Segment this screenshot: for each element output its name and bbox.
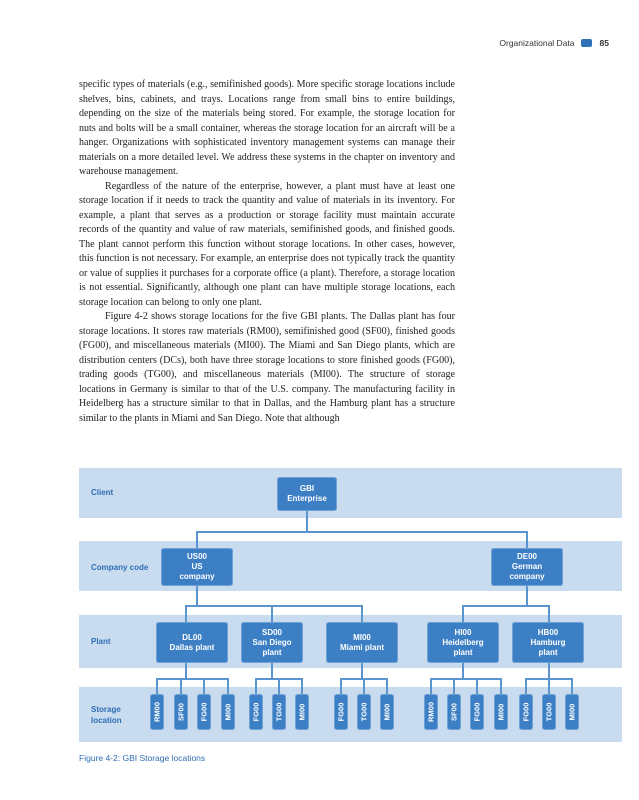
plant-code: SD00 — [261, 627, 282, 637]
storage-location-code: FG00 — [472, 702, 482, 722]
body-text — [79, 78, 455, 426]
section-title: Organizational Data — [499, 38, 575, 48]
storage-location-diagram — [79, 468, 622, 742]
storage-location-code: MI00 — [496, 703, 506, 721]
level-label-storage-location — [91, 704, 122, 726]
storage-location-box — [519, 694, 533, 730]
plant-box-hb00 — [512, 622, 584, 663]
storage-location-box — [221, 694, 235, 730]
plant-name: Miami plant — [339, 642, 384, 652]
plant-name: Hamburg — [530, 637, 566, 647]
plant-code: HB00 — [537, 627, 559, 637]
storage-location-code: MI00 — [297, 703, 307, 721]
storage-location-box — [565, 694, 579, 730]
storage-location-code: TG00 — [359, 702, 369, 722]
company-name: US — [191, 562, 203, 571]
level-label-storage-line2: location — [91, 716, 122, 725]
company-code: DE00 — [516, 552, 537, 561]
storage-location-box — [197, 694, 211, 730]
storage-location-box — [542, 694, 556, 730]
band-client — [79, 468, 622, 518]
storage-location-code: FG00 — [521, 702, 531, 722]
client-box — [277, 477, 337, 511]
paragraph: Figure 4-2 shows storage locations for the five GBI plants. The Dallas plant has four storage locations. It stores raw materials (RM00), semifinished good (SF00), finished goods (FG00), and miscellaneous materials (MI00). The Miami and San Diego plants, which are distribution centers (DCs), both have three storage locations to store finished goods (FG00), trading goods (TG00), and miscellaneous materials (MI00). The structure of storage locations in Germany is similar to that of the U.S. company. The manufacturing facility in Heidelberg has a structure similar to that in Dallas, and the Hamburg plant has a structure similar to the plants in Miami and San Diego. Note that although — [79, 311, 455, 424]
plant-name: Dallas plant — [169, 642, 215, 652]
company-box-us00 — [161, 548, 233, 586]
level-label-client: Client — [91, 488, 114, 497]
page-header — [499, 36, 609, 50]
plant-code: DL00 — [182, 632, 202, 642]
section-marker-icon — [581, 39, 592, 47]
storage-location-code: SF00 — [449, 703, 459, 721]
company-name: German — [511, 562, 543, 571]
level-label-plant: Plant — [91, 637, 111, 646]
plant-box-mi00 — [326, 622, 398, 663]
plant-code: HI00 — [454, 627, 472, 637]
client-code: GBI — [299, 484, 315, 493]
level-label-storage-line1: Storage — [91, 705, 121, 714]
page-number: 85 — [599, 38, 609, 48]
company-code: US00 — [186, 552, 207, 561]
storage-location-box — [334, 694, 348, 730]
plant-box-hi00 — [427, 622, 499, 663]
storage-location-box — [272, 694, 286, 730]
plant-name: San Diego — [252, 637, 292, 647]
company-box-de00 — [491, 548, 563, 586]
paragraph: specific types of materials (e.g., semifinished goods). More specific storage locations include shelves, bins, cabinets, and trays. Locations range from small bins to entire buildings, depending on the size of the materials being stored. For example, the storage location for nuts and bolts will be a small container, whereas the storage location for an aircraft will be a hanger. Organizations with sophisticated inventory management systems can manage their materials on a more detailed level. We address these systems in the chapter on inventory and warehouse management. — [79, 79, 455, 177]
storage-location-box — [249, 694, 263, 730]
plant-box-dl00 — [156, 622, 228, 663]
storage-location-code: SF00 — [176, 703, 186, 721]
plant-name-suffix: plant — [538, 647, 558, 657]
storage-location-box — [424, 694, 438, 730]
storage-location-box — [357, 694, 371, 730]
storage-location-box — [150, 694, 164, 730]
storage-location-box — [380, 694, 394, 730]
plant-name-suffix: plant — [453, 647, 473, 657]
storage-location-code: MI00 — [223, 703, 233, 721]
plant-name: Heidelberg — [442, 637, 484, 647]
storage-location-code: RM00 — [426, 701, 436, 723]
storage-location-box — [494, 694, 508, 730]
client-name: Enterprise — [287, 494, 327, 503]
storage-location-box — [174, 694, 188, 730]
paragraph: Regardless of the nature of the enterprise, however, a plant must have at least one storage location if it needs to track the quantity and value of materials in its inventory. For example, a plant that serves as a production or storage facility must maintain accurate records of the quantity and value of raw materials, semifinished goods, and finished goods. The plant cannot perform this function without storage locations. In other cases, however, this function is not necessary. For example, an enterprise does not typically track the quantity or value of supplies it purchases for a corporate office (a plant). Therefore, a storage location is not essential. Significantly, although one plant can have multiple storage locations, each storage location can belong to only one plant. — [79, 180, 455, 308]
storage-location-code: FG00 — [199, 702, 209, 722]
company-name-suffix: company — [509, 572, 545, 581]
level-label-company-code: Company code — [91, 563, 149, 572]
storage-location-code: FG00 — [336, 702, 346, 722]
plant-code: MI00 — [353, 632, 371, 642]
storage-location-code: RM00 — [152, 701, 162, 723]
plant-box-sd00 — [241, 622, 303, 663]
storage-location-box — [295, 694, 309, 730]
figure-caption: Figure 4-2: GBI Storage locations — [79, 753, 206, 763]
plant-name-suffix: plant — [262, 647, 282, 657]
storage-location-code: FG00 — [251, 702, 261, 722]
storage-location-box — [447, 694, 461, 730]
storage-location-code: TG00 — [544, 702, 554, 722]
storage-location-code: MI00 — [382, 703, 392, 721]
storage-location-code: MI00 — [567, 703, 577, 721]
storage-location-code: TG00 — [274, 702, 284, 722]
company-name-suffix: company — [179, 572, 215, 581]
storage-location-box — [470, 694, 484, 730]
